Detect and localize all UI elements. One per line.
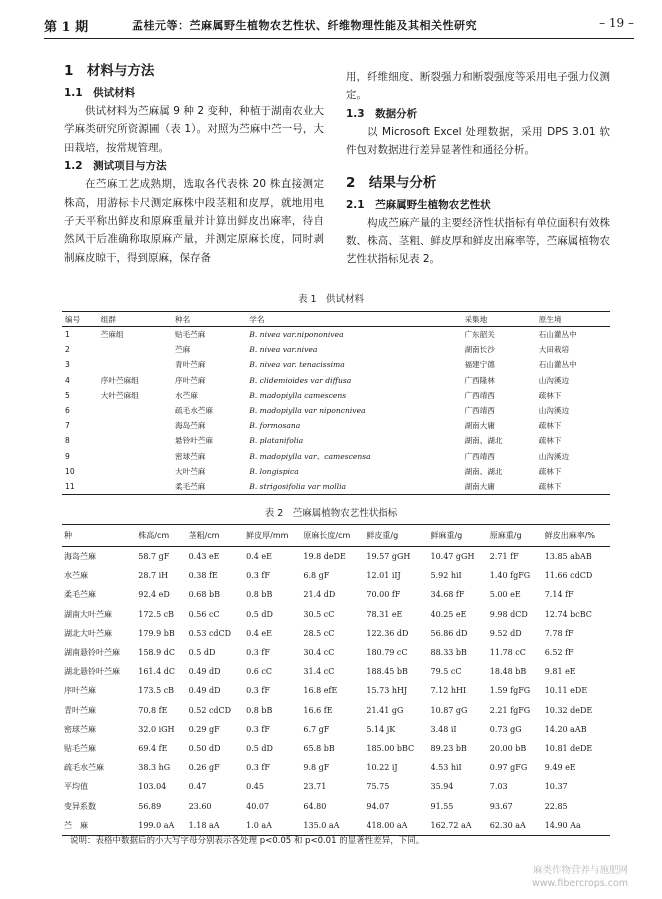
table2-header-cell: 鲜麻重/g [428, 525, 487, 547]
table-row [62, 433, 610, 448]
table2-cell: 0.8 bB [246, 590, 273, 600]
table2-header-cell: 茎粗/cm [187, 525, 245, 547]
table-row [62, 327, 610, 343]
table1-cell: B. madopiylla var niponcnivea [249, 406, 366, 416]
table1-cell: B. longispica [249, 466, 299, 476]
table2-cell: 3.48 iI [430, 724, 457, 734]
table2-cell: 58.7 gF [138, 552, 170, 562]
table2-cell: 变异系数 [64, 801, 96, 811]
table2-cell: 苎 麻 [62, 816, 136, 836]
table2-cell: 34.68 fF [430, 590, 465, 600]
table2-cell: 0.49 dD [188, 686, 221, 696]
table2-cell: 40.25 eE [430, 609, 467, 619]
table2-cell: 179.9 bB [138, 628, 175, 638]
table2-cell: 418.00 aA [364, 816, 428, 836]
table2-cell: 38.3 hG [138, 763, 171, 773]
table1-cell: 大田栽培 [538, 345, 570, 355]
table2-cell: 161.4 dC [138, 667, 175, 677]
table-row [62, 373, 610, 388]
table2-cell: 10.22 iJ [366, 763, 398, 773]
table1-header-cell: 编号 [62, 312, 98, 327]
table1-cell: B. nivea var.nipononivea [249, 330, 344, 340]
table1-cell: B. madopiylla camescens [249, 390, 347, 400]
table2-cell: 69.4 fE [138, 743, 168, 753]
table2-cell: 23.60 [188, 801, 212, 811]
table1-cell: 疏林下 [538, 436, 562, 446]
paragraph-materials: 供试材料为苎麻属 9 种 2 变种，种植于湖南农业大学麻类研究所资源圃（表 1）。对照为苎麻中苎一号，大田栽培，按常规管理。 [64, 105, 324, 154]
table2-cell: 0.6 cC [246, 667, 273, 677]
table1-cell: 湖南、湖北 [464, 436, 503, 446]
table1-header-cell: 组群 [98, 312, 172, 327]
table1-cell: 疏林下 [538, 466, 562, 476]
table2-cell: 12.01 iIJ [366, 571, 401, 581]
table2-cell: 10.47 gGH [430, 552, 475, 562]
table2-caption: 表 2 苎麻属植物农艺性状指标 [264, 508, 398, 519]
table-row [62, 681, 610, 700]
table-row [62, 403, 610, 418]
table2-cell: 7.03 [489, 782, 508, 792]
table1-cell: 湖南长沙 [464, 345, 495, 355]
table-row [62, 449, 610, 464]
left-column [64, 58, 324, 267]
table2-cell: 5.92 hiI [430, 571, 462, 581]
table2-cell: 0.3 fF [246, 686, 270, 696]
table2-cell: 30.4 cC [303, 648, 335, 658]
table2-cell: 0.97 gFG [489, 763, 528, 773]
table1-cell: 青叶苎麻 [175, 360, 206, 370]
table2-cell: 18.48 bB [489, 667, 527, 677]
table2-cell: 4.53 hiI [430, 763, 462, 773]
table1-cell: 山沟溪边 [538, 375, 570, 385]
issue-number: 第 1 期 [44, 20, 89, 35]
table1-cell: 5 [65, 390, 70, 400]
table1-cell: 柔毛苎麻 [172, 479, 246, 495]
table2-cell: 19.57 gGH [366, 552, 411, 562]
table1-cell: 7 [65, 421, 70, 431]
table1-cell: 山沟溪边 [538, 406, 570, 416]
table1-cell: B. nivea var. tenacissima [249, 360, 345, 370]
table2-cell: 1.40 fgFG [489, 571, 531, 581]
table2-cell: 1.59 fgFG [489, 686, 531, 696]
table2-header-cell: 鲜皮厚/mm [244, 525, 301, 547]
watermark-name: 麻类作物营养与施肥网 [532, 865, 628, 876]
table1-cell: B. madopiylla var、camescensa [249, 451, 371, 461]
table2-cell: 93.67 [489, 801, 513, 811]
table2-cell: 89.23 bB [430, 743, 467, 753]
table1-header-cell: 采集地 [461, 312, 535, 327]
table2-cell: 62.30 aA [488, 816, 543, 836]
table2-cell: 平均值 [64, 782, 88, 792]
table2-cell: 20.00 bB [489, 743, 527, 753]
table-row [62, 418, 610, 433]
paragraph-continued: 用，纤维细度、断裂强力和断裂强度等采用电子强力仪测定。 [346, 71, 610, 102]
table-row [62, 643, 610, 662]
table2-header-cell: 鲜皮出麻率/% [543, 525, 610, 547]
table2-cell: 180.79 cC [366, 648, 408, 658]
table1-cell: 序叶苎麻 [175, 375, 206, 385]
table2-cell: 10.87 gG [430, 705, 468, 715]
paragraph-test-methods: 在苎麻工艺成熟期，选取各代表株 20 株直接测定株高，用游标卡尺测定麻株中段茎粗和皮厚，就地用电子天平称出鲜皮和原麻重量并计算出鲜皮出麻率，待自然风干后准确称取原麻产量，并测定原麻长度，同时剥制麻皮晾干，得到原麻，保存备 [64, 178, 324, 264]
table2-cell: 0.73 gG [489, 724, 522, 734]
table2-cell: 30.5 cC [303, 609, 335, 619]
table2-cell: 5.14 jK [366, 724, 396, 734]
table2-cell: 16.8 efE [303, 686, 338, 696]
table-row [62, 816, 610, 836]
table2-cell: 35.94 [430, 782, 454, 792]
table2-cell: 0.5 dD [188, 648, 216, 658]
table2-cell: 水苎麻 [64, 571, 88, 581]
agronomic-traits-table [62, 524, 610, 836]
table1-cell: 湖南、湖北 [464, 466, 503, 476]
table2-cell: 湖北悬铃叶苎麻 [64, 667, 120, 677]
table1-cell [98, 449, 172, 464]
table2-cell: 0.38 fE [188, 571, 218, 581]
table2-cell: 0.3 fF [246, 648, 270, 658]
table1-cell: 广西靖西 [464, 390, 495, 400]
table2-cell: 10.32 deDE [544, 705, 593, 715]
table1-cell [98, 464, 172, 479]
table1-cell: 悬铃叶苎麻 [175, 436, 213, 446]
table1-cell: 8 [65, 436, 70, 446]
table1-cell: 大叶苎麻 [175, 466, 206, 476]
table1-cell: B. nivea var.nivea [249, 345, 318, 355]
table2-cell: 柔毛苎麻 [64, 590, 96, 600]
table2-cell: 0.47 [188, 782, 207, 792]
table-row [62, 464, 610, 479]
table1-cell: 大叶苎麻组 [100, 390, 139, 400]
table2-cell: 56.86 dD [430, 628, 468, 638]
table-row [62, 739, 610, 758]
page-number: – 19 – [599, 16, 634, 30]
table2-cell: 9.49 eE [544, 763, 576, 773]
table2-cell: 1.0 aA [244, 816, 301, 836]
table2-cell: 75.75 [366, 782, 390, 792]
table2-cell: 9.81 eE [544, 667, 576, 677]
table1-cell: 山沟溪边 [538, 451, 570, 461]
table2-cell: 湖北大叶苎麻 [64, 628, 112, 638]
table1-cell: 4 [65, 375, 70, 385]
table2-cell: 28.5 cC [303, 628, 335, 638]
table1-cell: 海岛苎麻 [175, 421, 206, 431]
table1-cell: 疏林下 [538, 421, 562, 431]
table1-cell [98, 418, 172, 433]
table2-cell: 10.37 [544, 782, 568, 792]
table2-header-cell: 原麻长度/cm [301, 525, 364, 547]
table1-cell: 6 [65, 406, 70, 416]
table2-cell: 40.07 [246, 801, 270, 811]
table2-cell: 64.80 [303, 801, 327, 811]
table2-cell: 122.36 dD [366, 628, 409, 638]
paragraph-data-analysis: 以 Microsoft Excel 处理数据，采用 DPS 3.01 软件包对数据进行差异显著性和通径分析。 [346, 125, 610, 157]
table-row [62, 720, 610, 739]
table2-cell: 0.5 dD [246, 609, 273, 619]
table2-cell: 0.3 fF [246, 763, 270, 773]
right-column [346, 68, 610, 269]
section-heading-methods: 1 材料与方法 [64, 63, 155, 79]
section-heading-results: 2 结果与分析 [346, 174, 437, 191]
table1-cell [98, 403, 172, 418]
table2-cell: 6.7 gF [303, 724, 330, 734]
table-row [62, 547, 610, 567]
table1-caption: 表 1 供试材料 [297, 294, 365, 305]
table2-cell: 78.31 eE [366, 609, 403, 619]
table1-cell: 2 [65, 345, 70, 355]
table2-cell: 11.66 cdCD [544, 571, 593, 581]
page-header [44, 12, 634, 39]
table1-cell: 苎麻组 [100, 330, 124, 340]
table2-header-cell: 种 [62, 525, 136, 547]
table2-cell: 0.3 fF [246, 724, 270, 734]
table2-cell: 14.20 aAB [544, 724, 587, 734]
paragraph-agronomic-traits: 构成苎麻产量的主要经济性状指标有单位面积有效株数、株高、茎粗、鲜皮厚和鲜皮出麻率等，苎麻属植物农艺性状指标见表 2。 [346, 216, 610, 266]
table1-header-cell: 种名 [172, 312, 246, 327]
table2-cell: 密球苎麻 [64, 724, 96, 734]
table1-cell [98, 357, 172, 372]
table2-header-cell: 鲜皮重/g [364, 525, 428, 547]
table2-cell: 13.85 abAB [544, 552, 592, 562]
table2-cell: 19.8 deDE [303, 552, 346, 562]
table-row [62, 388, 610, 403]
table2-cell: 0.56 cC [188, 609, 220, 619]
table2-cell: 10.11 eDE [544, 686, 588, 696]
table1-cell: 湖南大庸 [464, 421, 495, 431]
table-row [62, 585, 610, 604]
table2-cell: 32.0 iGH [138, 724, 175, 734]
table1-header-cell: 学名 [246, 312, 461, 327]
table2-cell: 青叶苎麻 [64, 705, 96, 715]
table1-cell: 11 [62, 479, 98, 495]
table2-cell: 31.4 cC [303, 667, 335, 677]
table2-cell: 9.98 dCD [489, 609, 528, 619]
table1-cell [98, 433, 172, 448]
table2-cell: 28.7 iH [138, 571, 169, 581]
running-title: 孟桂元等：苎麻属野生植物农艺性状、纤维物理性能及其相关性研究 [132, 19, 477, 32]
table2-header-cell: 株高/cm [136, 525, 186, 547]
table1-cell: 3 [65, 360, 70, 370]
table-row [62, 342, 610, 357]
table2-cell: 172.5 cB [138, 609, 175, 619]
table1-cell: 广西靖西 [464, 406, 495, 416]
table2-cell: 9.52 dD [489, 628, 522, 638]
table2-cell: 0.45 [246, 782, 264, 792]
table1-cell: 广东韶关 [464, 330, 495, 340]
table2-cell: 1.18 aA [187, 816, 245, 836]
table2-cell: 0.4 eE [246, 552, 272, 562]
table2-cell: 185.00 bBC [366, 743, 415, 753]
table2-cell: 12.74 bcBC [544, 609, 592, 619]
table2-cell: 疏毛水苎麻 [64, 763, 104, 773]
table-row [62, 662, 610, 681]
table-row [62, 777, 610, 796]
table2-cell: 135.0 aA [301, 816, 364, 836]
table1-cell: 福建宁德 [464, 360, 495, 370]
table1-cell: 疏毛水苎麻 [175, 406, 213, 416]
table1-header-cell: 原生境 [536, 312, 610, 327]
table2-cell: 162.72 aA [428, 816, 487, 836]
table2-cell: 0.49 dD [188, 667, 221, 677]
table1-cell: 疏林下 [536, 479, 610, 495]
table2-cell: 0.3 fF [246, 571, 270, 581]
table2-cell: 5.00 eE [489, 590, 521, 600]
table2-cell: 56.89 [138, 801, 162, 811]
table2-cell: 6.52 fF [544, 648, 574, 658]
table1-cell: 广西隆林 [464, 375, 495, 385]
subsection-heading-test-items: 1.2 测试项目与方法 [64, 160, 167, 173]
materials-table [62, 311, 610, 495]
table2-cell: 16.6 fE [303, 705, 333, 715]
table1-cell: 贴毛苎麻 [175, 330, 206, 340]
table2-cell: 70.8 fE [138, 705, 168, 715]
table2-cell: 0.52 cdCD [188, 705, 232, 715]
watermark [532, 864, 628, 890]
table1-cell: 石山灌丛中 [538, 330, 577, 340]
table2-cell: 7.12 hHI [430, 686, 467, 696]
table2-cell: 158.9 dC [138, 648, 175, 658]
table1-cell: 湖南大庸 [461, 479, 535, 495]
table2-cell: 70.00 fF [366, 590, 401, 600]
table2-cell: 0.8 bB [246, 705, 273, 715]
subsection-heading-agronomic-traits: 2.1 苎麻属野生植物农艺性状 [346, 198, 491, 211]
table2-cell: 湖南悬铃叶苎麻 [64, 648, 120, 658]
table2-cell: 21.4 dD [303, 590, 336, 600]
table1-cell: 广西靖西 [464, 451, 495, 461]
table1-cell: 1 [65, 330, 70, 340]
table2-cell: 79.5 cC [430, 667, 462, 677]
table-row [62, 701, 610, 720]
subsection-heading-data-analysis: 1.3 数据分析 [346, 107, 418, 120]
table1-cell: 水苎麻 [175, 390, 198, 400]
table2-cell: 海岛苎麻 [64, 552, 96, 562]
table2-cell: 199.0 aA [136, 816, 186, 836]
table2-cell: 2.71 fF [489, 552, 519, 562]
table2-cell: 0.68 bB [188, 590, 220, 600]
table2-cell: 91.55 [430, 801, 454, 811]
table1-cell: 密球苎麻 [175, 451, 206, 461]
table2-cell: 94.07 [366, 801, 390, 811]
table-row [62, 624, 610, 643]
table2-cell: 0.29 gF [188, 724, 220, 734]
table-row [62, 357, 610, 372]
table-row [62, 796, 610, 815]
table2-cell: 92.4 eD [138, 590, 170, 600]
table1-cell [98, 342, 172, 357]
table1-cell: B. clidemioides var diffusa [249, 375, 352, 385]
table1-cell: B. strigosifolia var mollia [246, 479, 461, 495]
table2-cell: 0.53 cdCD [188, 628, 232, 638]
table2-cell: 序叶苎麻 [64, 686, 96, 696]
table2-cell: 0.43 eE [188, 552, 220, 562]
watermark-url: www.fibercrops.com [531, 878, 628, 889]
table2-cell: 7.78 fF [544, 628, 574, 638]
table2-cell: 21.41 gG [366, 705, 404, 715]
table2-cell: 7.14 fF [544, 590, 574, 600]
table-note: 说明：表格中数据后的小大写字母分别表示各处理 p<0.05 和 p<0.01 的显著性差异，下同。 [70, 836, 425, 846]
table1-cell: B. platanifolia [249, 436, 304, 446]
table2-cell: 10.81 deDE [544, 743, 593, 753]
table2-cell: 103.04 [138, 782, 167, 792]
table2-cell: 0.50 dD [188, 743, 221, 753]
table2-cell: 6.8 gF [303, 571, 330, 581]
table2-cell: 湖南大叶苎麻 [64, 609, 112, 619]
subsection-heading-materials: 1.1 供试材料 [64, 87, 136, 99]
table2-cell: 贴毛苎麻 [64, 743, 96, 753]
table1-cell [98, 479, 172, 495]
table2-cell: 173.5 cB [138, 686, 175, 696]
table2-cell: 23.71 [303, 782, 327, 792]
table2-cell: 88.33 bB [430, 648, 467, 658]
table1-cell: 疏林下 [538, 390, 562, 400]
table2-cell: 0.5 dD [246, 743, 273, 753]
table1-cell: 10 [65, 466, 75, 476]
table2-cell: 188.45 bB [366, 667, 408, 677]
table2-cell: 15.73 hHJ [366, 686, 408, 696]
table1-cell: 9 [65, 451, 70, 461]
table1-cell: B. formosana [249, 421, 301, 431]
table2-cell: 22.85 [544, 801, 568, 811]
table1-cell: 石山灌丛中 [538, 360, 577, 370]
table2-cell: 14.90 Aa [543, 816, 610, 836]
table2-header-cell: 原麻重/g [488, 525, 543, 547]
table2-cell: 11.78 cC [489, 648, 526, 658]
table2-cell: 65.8 bB [303, 743, 335, 753]
table1-cell: 苎麻 [175, 345, 191, 355]
table-row [62, 605, 610, 624]
table-row [62, 758, 610, 777]
table2-cell: 2.21 fgFG [489, 705, 531, 715]
table-row [62, 566, 610, 585]
table1-cell: 序叶苎麻组 [100, 375, 139, 385]
table2-cell: 9.8 gF [303, 763, 330, 773]
table2-cell: 0.26 gF [188, 763, 220, 773]
table-row [62, 479, 610, 495]
table2-cell: 0.4 eE [246, 628, 272, 638]
